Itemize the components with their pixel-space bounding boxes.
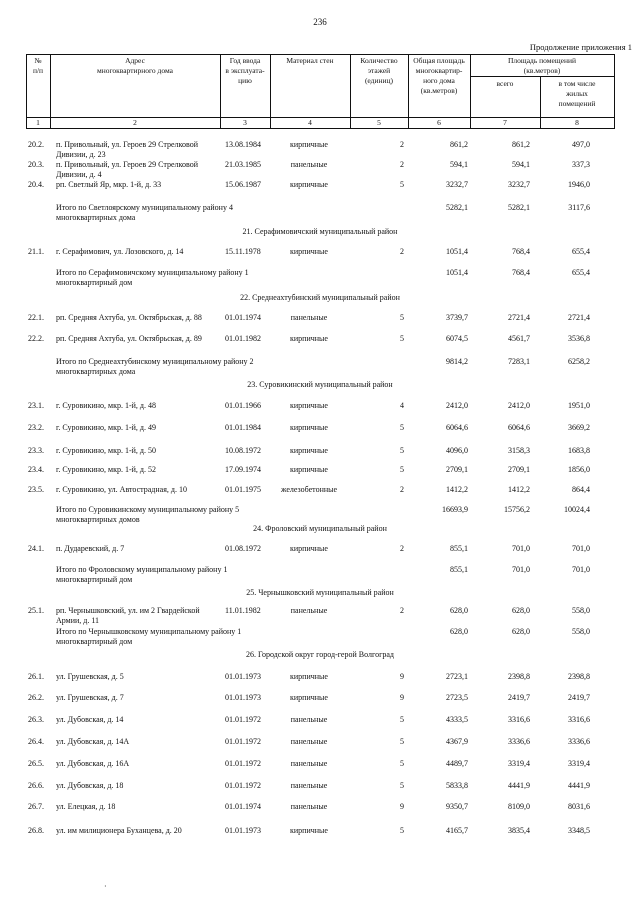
row-material: панельные xyxy=(290,781,328,790)
row-premises-area: 594,1 xyxy=(512,160,530,169)
row-floors: 9 xyxy=(400,672,404,681)
row-year: 15.06.1987 xyxy=(225,180,261,189)
row-floors: 2 xyxy=(400,140,404,149)
row-floors: 9 xyxy=(400,802,404,811)
row-premises-area: 628,0 xyxy=(512,627,530,636)
total-label: Итого по Серафимовичскому муниципальному району 1 многоквартирный дом xyxy=(56,268,249,287)
col-index: 1 xyxy=(36,118,40,127)
row-total-area: 4096,0 xyxy=(446,446,468,455)
section-heading: 22. Среднеахтубинский муниципальный район xyxy=(240,293,400,302)
row-year: 01.01.1973 xyxy=(225,672,261,681)
row-material: кирпичные xyxy=(290,334,328,343)
row-premises-area: 7283,1 xyxy=(508,357,530,366)
row-living-area: 2721,4 xyxy=(568,313,590,322)
row-total-area: 628,0 xyxy=(450,627,468,636)
row-year: 15.11.1978 xyxy=(225,247,261,256)
row-address: ул. Дубовская, д. 18 xyxy=(56,781,124,790)
row-material: кирпичные xyxy=(290,180,328,189)
row-address: ул. Дубовская, д. 14А xyxy=(56,737,130,746)
col-index: 7 xyxy=(503,118,507,127)
row-year: 01.01.1975 xyxy=(225,485,261,494)
row-living-area: 2398,8 xyxy=(568,672,590,681)
row-living-area: 337,3 xyxy=(572,160,590,169)
row-floors: 9 xyxy=(400,693,404,702)
row-material: кирпичные xyxy=(290,693,328,702)
row-premises-area: 15756,2 xyxy=(504,505,530,514)
row-living-area: 3348,5 xyxy=(568,826,590,835)
header-num: № п/п xyxy=(32,56,44,75)
row-living-area: 655,4 xyxy=(572,247,590,256)
row-total-area: 861,2 xyxy=(450,140,468,149)
row-living-area: 701,0 xyxy=(572,565,590,574)
row-premises-area: 3158,3 xyxy=(508,446,530,455)
row-living-area: 497,0 xyxy=(572,140,590,149)
row-year: 17.09.1974 xyxy=(225,465,261,474)
row-floors: 5 xyxy=(400,334,404,343)
col-index: 4 xyxy=(308,118,312,127)
section-heading: 25. Чернышковский муниципальный район xyxy=(246,588,394,597)
row-living-area: 1951,0 xyxy=(568,401,590,410)
row-floors: 2 xyxy=(400,160,404,169)
row-number: 23.5. xyxy=(28,485,44,494)
header-total-area: Общая площадь многоквартир- ного дома (кв.метров) xyxy=(413,56,465,95)
row-address: г. Серафимович, ул. Лозовского, д. 14 xyxy=(56,247,184,256)
section-heading: 23. Суровикинский муниципальный район xyxy=(247,380,393,389)
header-address: Адрес многоквартирного дома xyxy=(97,56,173,75)
row-number: 20.3. xyxy=(28,160,44,169)
row-floors: 2 xyxy=(400,544,404,553)
row-total-area: 5833,8 xyxy=(446,781,468,790)
row-floors: 5 xyxy=(400,180,404,189)
header-premises-total: всего xyxy=(496,79,514,88)
header-year: Год ввода в эксплуата- цию xyxy=(225,56,265,85)
total-label: Итого по Суровикинскому муниципальному району 5 многоквартирных домов xyxy=(56,505,240,524)
row-premises-area: 628,0 xyxy=(512,606,530,615)
row-premises-area: 2398,8 xyxy=(508,672,530,681)
row-floors: 2 xyxy=(400,606,404,615)
row-number: 26.2. xyxy=(28,693,44,702)
row-premises-area: 3316,6 xyxy=(508,715,530,724)
row-total-area: 5282,1 xyxy=(446,203,468,212)
row-total-area: 6064,6 xyxy=(446,423,468,432)
row-address: г. Суровикино, мкр. 1-й, д. 48 xyxy=(56,401,156,410)
row-living-area: 558,0 xyxy=(572,606,590,615)
row-year: 01.01.1972 xyxy=(225,781,261,790)
row-living-area: 701,0 xyxy=(572,544,590,553)
row-floors: 4 xyxy=(400,401,404,410)
row-material: панельные xyxy=(290,737,328,746)
row-address: п. Привольный, ул. Героев 29 Стрелковой Дивизии, д. 23 xyxy=(56,140,199,159)
row-address: г. Суровикино, мкр. 1-й, д. 49 xyxy=(56,423,156,432)
row-living-area: 558,0 xyxy=(572,627,590,636)
row-premises-area: 6064,6 xyxy=(508,423,530,432)
col-index: 5 xyxy=(377,118,381,127)
row-year: 01.01.1966 xyxy=(225,401,261,410)
row-material: кирпичные xyxy=(290,826,328,835)
row-living-area: 1683,8 xyxy=(568,446,590,455)
row-total-area: 2723,1 xyxy=(446,672,468,681)
row-material: кирпичные xyxy=(290,423,328,432)
row-year: 01.01.1973 xyxy=(225,693,261,702)
row-year: 01.08.1972 xyxy=(225,544,261,553)
row-total-area: 9350,7 xyxy=(446,802,468,811)
header-premises-area: Площадь помещений (кв.метров) xyxy=(508,56,576,75)
row-premises-area: 861,2 xyxy=(512,140,530,149)
row-material: кирпичные xyxy=(290,446,328,455)
row-total-area: 9814,2 xyxy=(446,357,468,366)
row-living-area: 1946,0 xyxy=(568,180,590,189)
row-number: 22.2. xyxy=(28,334,44,343)
row-number: 26.8. xyxy=(28,826,44,835)
row-material: панельные xyxy=(290,606,328,615)
row-address: ул. Елецкая, д. 18 xyxy=(56,802,116,811)
row-year: 01.01.1982 xyxy=(225,334,261,343)
row-premises-area: 2412,0 xyxy=(508,401,530,410)
row-floors: 5 xyxy=(400,313,404,322)
row-address: ул. Грушевская, д. 7 xyxy=(56,693,124,702)
row-year: 01.01.1972 xyxy=(225,737,261,746)
row-living-area: 3319,4 xyxy=(568,759,590,768)
row-living-area: 4441,9 xyxy=(568,781,590,790)
row-living-area: 10024,4 xyxy=(564,505,590,514)
row-total-area: 16693,9 xyxy=(442,505,468,514)
row-address: г. Суровикино, ул. Автострадная, д. 10 xyxy=(56,485,187,494)
row-living-area: 3669,2 xyxy=(568,423,590,432)
row-total-area: 2723,5 xyxy=(446,693,468,702)
continuation-note: Продолжение приложения 1 xyxy=(529,42,632,52)
row-premises-area: 3232,7 xyxy=(508,180,530,189)
row-number: 26.6. xyxy=(28,781,44,790)
row-material: панельные xyxy=(290,160,328,169)
row-premises-area: 768,4 xyxy=(512,268,530,277)
row-floors: 5 xyxy=(400,826,404,835)
page-number: 236 xyxy=(313,17,327,27)
col-index: 8 xyxy=(575,118,579,127)
row-year: 01.01.1974 xyxy=(225,313,261,322)
row-living-area: 6258,2 xyxy=(568,357,590,366)
row-address: рп. Чернышковский, ул. им 2 Гвардейской Армии, д. 11 xyxy=(56,606,200,625)
col-index: 2 xyxy=(133,118,137,127)
row-total-area: 628,0 xyxy=(450,606,468,615)
row-total-area: 1412,2 xyxy=(446,485,468,494)
row-floors: 2 xyxy=(400,247,404,256)
row-material: панельные xyxy=(290,802,328,811)
row-year: 01.01.1984 xyxy=(225,423,261,432)
row-number: 26.3. xyxy=(28,715,44,724)
row-address: г. Суровикино, мкр. 1-й, д. 50 xyxy=(56,446,156,455)
row-floors: 5 xyxy=(400,446,404,455)
row-premises-area: 4441,9 xyxy=(508,781,530,790)
row-year: 01.01.1972 xyxy=(225,715,261,724)
row-living-area: 8031,6 xyxy=(568,802,590,811)
row-premises-area: 3319,4 xyxy=(508,759,530,768)
row-address: п. Дударевский, д. 7 xyxy=(56,544,125,553)
row-living-area: 864,4 xyxy=(572,485,590,494)
row-material: кирпичные xyxy=(290,465,328,474)
row-total-area: 3232,7 xyxy=(446,180,468,189)
row-year: 01.01.1974 xyxy=(225,802,261,811)
row-address: ул. Дубовская, д. 16А xyxy=(56,759,130,768)
row-number: 23.4. xyxy=(28,465,44,474)
row-living-area: 3117,6 xyxy=(568,203,590,212)
row-address: рп. Средняя Ахтуба, ул. Октябрьская, д. 89 xyxy=(56,334,202,343)
table-header xyxy=(0,0,640,140)
section-heading: 26. Городской округ город-герой Волгоград xyxy=(246,650,394,659)
footer-mark: · xyxy=(104,882,107,891)
col-index: 3 xyxy=(243,118,247,127)
row-number: 26.7. xyxy=(28,802,44,811)
row-total-area: 1051,4 xyxy=(446,268,468,277)
row-year: 10.08.1972 xyxy=(225,446,261,455)
row-premises-area: 768,4 xyxy=(512,247,530,256)
header-material: Материал стен xyxy=(286,56,334,65)
total-label: Итого по Фроловскому муниципальному району 1 многоквартирный дом xyxy=(56,565,228,584)
row-material: кирпичные xyxy=(290,247,328,256)
row-total-area: 4367,9 xyxy=(446,737,468,746)
row-material: кирпичные xyxy=(290,544,328,553)
row-total-area: 594,1 xyxy=(450,160,468,169)
row-number: 26.5. xyxy=(28,759,44,768)
row-number: 26.1. xyxy=(28,672,44,681)
row-living-area: 1856,0 xyxy=(568,465,590,474)
row-premises-area: 2419,7 xyxy=(508,693,530,702)
row-address: г. Суровикино, мкр. 1-й, д. 52 xyxy=(56,465,156,474)
row-premises-area: 1412,2 xyxy=(508,485,530,494)
row-address: рп. Светлый Яр, мкр. 1-й, д. 33 xyxy=(56,180,162,189)
row-total-area: 855,1 xyxy=(450,544,468,553)
row-total-area: 3739,7 xyxy=(446,313,468,322)
row-living-area: 655,4 xyxy=(572,268,590,277)
row-address: п. Привольный, ул. Героев 29 Стрелковой Дивизии, д. 4 xyxy=(56,160,199,179)
row-number: 25.1. xyxy=(28,606,44,615)
row-year: 21.03.1985 xyxy=(225,160,261,169)
row-premises-area: 3835,4 xyxy=(508,826,530,835)
row-living-area: 3336,6 xyxy=(568,737,590,746)
row-premises-area: 2721,4 xyxy=(508,313,530,322)
row-living-area: 3316,6 xyxy=(568,715,590,724)
row-living-area: 3536,8 xyxy=(568,334,590,343)
row-premises-area: 701,0 xyxy=(512,565,530,574)
row-material: кирпичные xyxy=(290,672,328,681)
row-premises-area: 2709,1 xyxy=(508,465,530,474)
row-living-area: 2419,7 xyxy=(568,693,590,702)
row-year: 01.01.1972 xyxy=(225,759,261,768)
row-floors: 5 xyxy=(400,781,404,790)
row-premises-area: 5282,1 xyxy=(508,203,530,212)
row-material: панельные xyxy=(290,313,328,322)
row-floors: 5 xyxy=(400,465,404,474)
row-number: 22.1. xyxy=(28,313,44,322)
row-total-area: 6074,5 xyxy=(446,334,468,343)
row-total-area: 2709,1 xyxy=(446,465,468,474)
col-index: 6 xyxy=(437,118,441,127)
row-number: 24.1. xyxy=(28,544,44,553)
row-number: 26.4. xyxy=(28,737,44,746)
row-floors: 2 xyxy=(400,485,404,494)
row-total-area: 2412,0 xyxy=(446,401,468,410)
total-label: Итого по Чернышковскому муниципальному району 1 многоквартирный дом xyxy=(56,627,242,646)
row-total-area: 1051,4 xyxy=(446,247,468,256)
row-premises-area: 701,0 xyxy=(512,544,530,553)
row-year: 11.01.1982 xyxy=(225,606,261,615)
header-floors: Количество этажей (единиц) xyxy=(360,56,398,85)
row-number: 23.1. xyxy=(28,401,44,410)
row-total-area: 4489,7 xyxy=(446,759,468,768)
section-heading: 21. Серафимовичский муниципальный район xyxy=(242,227,398,236)
row-number: 20.4. xyxy=(28,180,44,189)
row-number: 23.2. xyxy=(28,423,44,432)
row-premises-area: 3336,6 xyxy=(508,737,530,746)
row-address: рп. Средняя Ахтуба, ул. Октябрьская, д. 88 xyxy=(56,313,202,322)
row-material: кирпичные xyxy=(290,401,328,410)
header-living-area: в том числе жилых помещений xyxy=(558,79,596,108)
row-premises-area: 4561,7 xyxy=(508,334,530,343)
row-floors: 5 xyxy=(400,423,404,432)
row-address: ул. Грушевская, д. 5 xyxy=(56,672,124,681)
section-heading: 24. Фроловский муниципальный район xyxy=(253,524,387,533)
row-premises-area: 8109,0 xyxy=(508,802,530,811)
row-material: железобетонные xyxy=(280,485,338,494)
row-address: ул. им милиционера Буханцева, д. 20 xyxy=(56,826,182,835)
total-label: Итого по Светлоярскому муниципальному району 4 многоквартирных дома xyxy=(56,203,233,222)
row-year: 13.08.1984 xyxy=(225,140,261,149)
row-total-area: 855,1 xyxy=(450,565,468,574)
row-floors: 5 xyxy=(400,715,404,724)
row-floors: 5 xyxy=(400,759,404,768)
row-floors: 5 xyxy=(400,737,404,746)
row-total-area: 4333,5 xyxy=(446,715,468,724)
row-material: панельные xyxy=(290,759,328,768)
row-material: кирпичные xyxy=(290,140,328,149)
total-label: Итого по Среднеахтубинскому муниципальному району 2 многоквартирных дома xyxy=(56,357,254,376)
row-material: панельные xyxy=(290,715,328,724)
row-year: 01.01.1973 xyxy=(225,826,261,835)
row-number: 20.2. xyxy=(28,140,44,149)
row-total-area: 4165,7 xyxy=(446,826,468,835)
row-number: 21.1. xyxy=(28,247,44,256)
row-address: ул. Дубовская, д. 14 xyxy=(56,715,124,724)
row-number: 23.3. xyxy=(28,446,44,455)
